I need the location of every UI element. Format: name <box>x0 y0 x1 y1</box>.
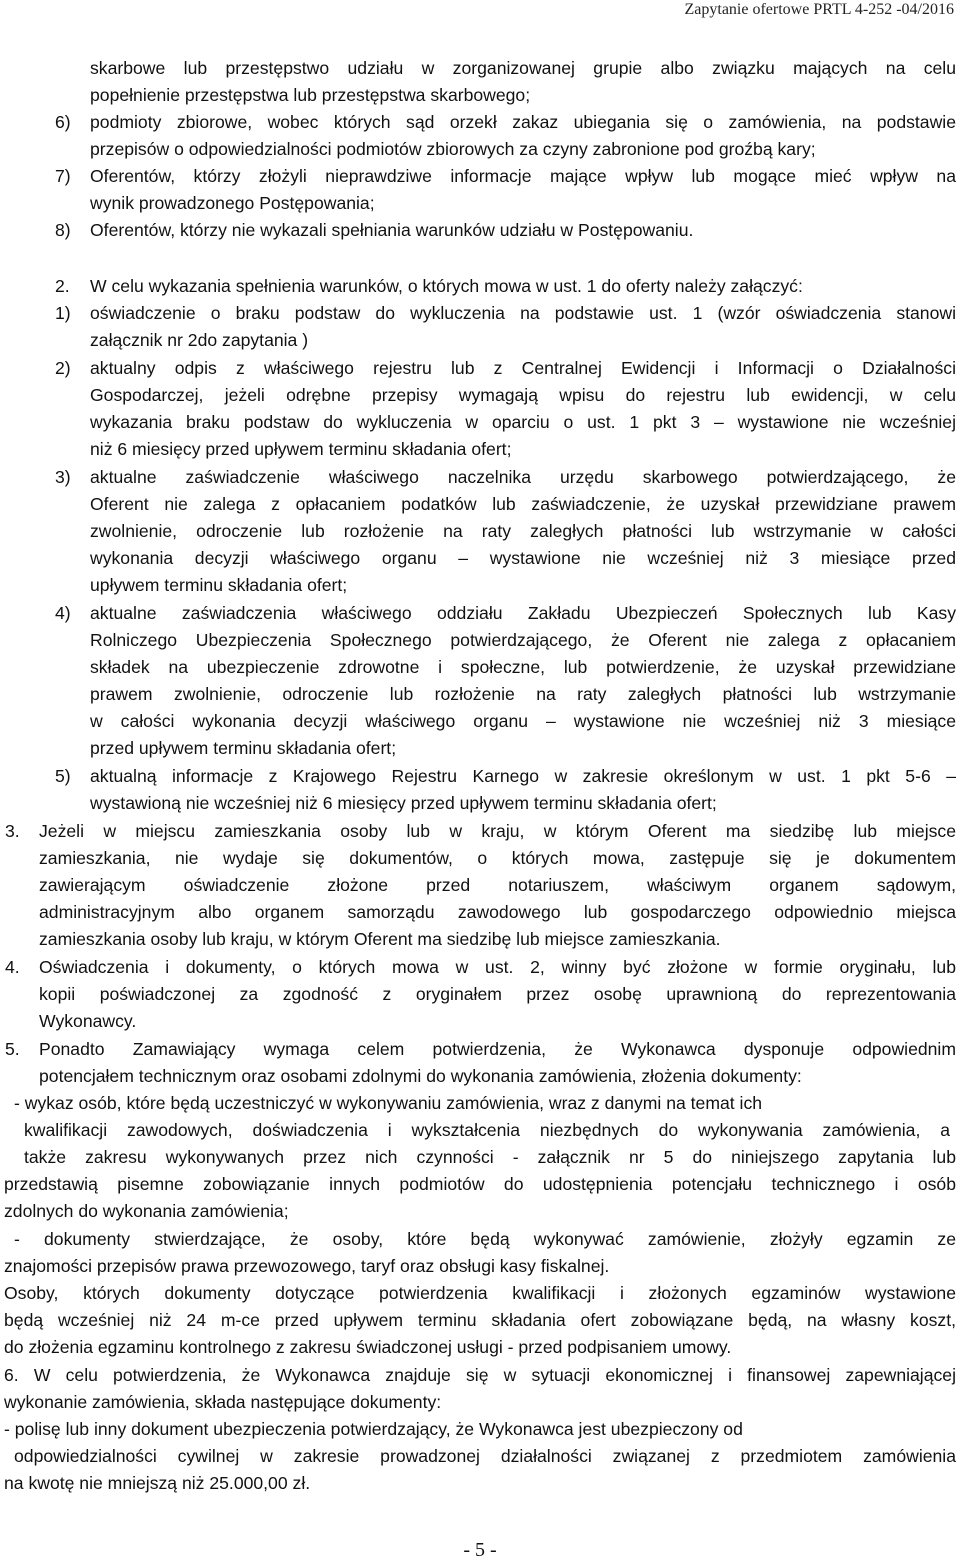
text-line: kopii poświadczonej za zgodność z oryginałem przez osobę uprawnioną do reprezentowania <box>39 984 956 1004</box>
text-line: skarbowe lub przestępstwo udziału w zorganizowanej grupie albo związku mających na celu <box>90 58 956 78</box>
list-number: 1) <box>55 303 71 323</box>
text-line: w całości wykonania decyzji właściwego organu – wystawione nie wcześniej niż 3 miesiące <box>90 711 956 731</box>
text-line: aktualne zaświadczenia właściwego oddziału Zakładu Ubezpieczeń Społecznych lub Kasy <box>90 603 956 623</box>
text-line: niż 6 miesięcy przed upływem terminu składania ofert; <box>90 439 512 459</box>
text-line: Jeżeli w miejscu zamieszkania osoby lub w kraju, w którym Oferent ma siedzibę lub miejsce <box>39 821 956 841</box>
text-line: potencjałem technicznym oraz osobami zdolnymi do wykonania zamówienia, złożenia dokumenty: <box>39 1066 802 1086</box>
text-line: Rolniczego Ubezpieczenia Społecznego potwierdzającego, że Oferent nie zalega z opłacaniem <box>90 630 956 650</box>
text-line: W celu wykazania spełnienia warunków, o których mowa w ust. 1 do oferty należy załączyć: <box>90 276 803 296</box>
text-line: kwalifikacji zawodowych, doświadczenia i wykształcenia niezbędnych do wykonywania zamówienia, a <box>24 1120 950 1140</box>
text-line: odpowiedzialności cywilnej w zakresie prowadzonej działalności związanej z przedmiotem zamówienia <box>14 1446 956 1466</box>
list-number: 3) <box>55 467 71 487</box>
list-number: 7) <box>55 166 71 186</box>
text-line: zawierającym oświadczenie złożone przed notariuszem, właściwym organem sądowym, <box>39 875 956 895</box>
text-line: 6. W celu potwierdzenia, że Wykonawca znajduje się w sytuacji ekonomicznej i finansowej zapewniającej <box>4 1365 956 1385</box>
text-line: składek na ubezpieczenie zdrowotne i społeczne, lub potwierdzenie, że uzyskał przewidziane <box>90 657 956 677</box>
text-line: Oferentów, którzy złożyli nieprawdziwe informacje mające wpływ lub mogące mieć wpływ na <box>90 166 956 186</box>
text-line: Oferent nie zalega z opłacaniem podatków lub zaświadczenie, że uzyskał przewidziane prawem <box>90 494 956 514</box>
text-line: do złożenia egzaminu kontrolnego z zakresu świadczonej usługi - przed podpisaniem umowy. <box>4 1337 732 1357</box>
text-line: wykazania braku podstaw do wykluczenia w oparciu o ust. 1 pkt 3 – wystawione nie wcześniej <box>90 412 956 432</box>
text-line: wykonanie zamówienia, składa następujące dokumenty: <box>4 1392 442 1412</box>
text-line: przedstawią pisemne zobowiązanie innych podmiotów do udostępnienia potencjału technicznego i osób <box>4 1174 956 1194</box>
text-line: zamieszkania osoby lub kraju, w którym Oferent ma siedzibę lub miejsce zamieszkania. <box>39 929 721 949</box>
list-number: 8) <box>55 220 71 240</box>
text-line: zamieszkania, nie wydaje się dokumentów, o których mowa, zastępuje się je dokumentem <box>39 848 956 868</box>
text-line: administracyjnym albo organem samorządu zawodowego lub gospodarczego odpowiednio miejsca <box>39 902 956 922</box>
text-line: Oferentów, którzy nie wykazali spełniania warunków udziału w Postępowaniu. <box>90 220 694 240</box>
section-number: 5. <box>5 1039 20 1059</box>
text-line: podmioty zbiorowe, wobec których sąd orzekł zakaz ubiegania się o zamówienia, na podstawie <box>90 112 956 132</box>
text-line: aktualne zaświadczenie właściwego naczelnika urzędu skarbowego potwierdzającego, że <box>90 467 956 487</box>
section-number: 2. <box>55 276 70 296</box>
text-line: popełnienie przestępstwa lub przestępstwa skarbowego; <box>90 85 531 105</box>
section-number: 4. <box>5 957 20 977</box>
page-header: Zapytanie ofertowe PRTL 4-252 -04/2016 <box>684 1 954 18</box>
section-number: 3. <box>5 821 20 841</box>
text-line: oświadczenie o braku podstaw do wykluczenia na podstawie ust. 1 (wzór oświadczenia stanowi <box>90 303 956 323</box>
list-number: 2) <box>55 358 71 378</box>
text-line: aktualny odpis z właściwego rejestru lub z Centralnej Ewidencji i Informacji o Działalności <box>90 358 956 378</box>
text-line: Gospodarczej, jeżeli odrębne przepisy wymagają wpisu do rejestru lub ewidencji, w celu <box>90 385 956 405</box>
text-line: - polisę lub inny dokument ubezpieczenia potwierdzający, że Wykonawca jest ubezpieczony od <box>4 1419 743 1439</box>
list-number: 5) <box>55 766 71 786</box>
text-line: także zakresu wykonywanych przez nich czynności - załącznik nr 5 do niniejszego zapytania lub <box>24 1147 956 1167</box>
text-line: Ponadto Zamawiający wymaga celem potwierdzenia, że Wykonawca dysponuje odpowiednim <box>39 1039 956 1059</box>
text-line: załącznik nr 2do zapytania ) <box>90 330 309 350</box>
text-line: - dokumenty stwierdzające, że osoby, które będą wykonywać zamówienie, złożyły egzamin ze <box>14 1229 956 1249</box>
text-line: Oświadczenia i dokumenty, o których mowa w ust. 2, winny być złożone w formie oryginału, lub <box>39 957 956 977</box>
text-line: upływem terminu składania ofert; <box>90 575 348 595</box>
text-line: wystawioną nie wcześniej niż 6 miesięcy przed upływem terminu składania ofert; <box>90 793 717 813</box>
text-line: Osoby, których dokumenty dotyczące potwierdzenia kwalifikacji i złożonych egzaminów wystawione <box>4 1283 956 1303</box>
text-line: będą wcześniej niż 24 m-ce przed upływem terminu składania ofert zobowiązane będą, na własny koszt, <box>4 1310 956 1330</box>
text-line: na kwotę nie mniejszą niż 25.000,00 zł. <box>4 1473 311 1493</box>
text-line: przed upływem terminu składania ofert; <box>90 738 397 758</box>
text-line: prawem zwolnienie, odroczenie lub rozłożenie na raty zaległych płatności lub wstrzymanie <box>90 684 956 704</box>
list-number: 4) <box>55 603 71 623</box>
list-number: 6) <box>55 112 71 132</box>
text-line: wynik prowadzonego Postępowania; <box>90 193 375 213</box>
text-line: - wykaz osób, które będą uczestniczyć w wykonywaniu zamówienia, wraz z danymi na temat ich <box>14 1093 763 1113</box>
text-line: znajomości przepisów prawa przewozowego, taryf oraz obsługi kasy fiskalnej. <box>4 1256 610 1276</box>
text-line: aktualną informacje z Krajowego Rejestru Karnego w zakresie określonym w ust. 1 pkt 5-6 – <box>90 766 956 786</box>
text-line: zwolnienie, odroczenie lub rozłożenie na raty zaległych płatności lub wstrzymanie w całości <box>90 521 956 541</box>
text-line: wykonania decyzji właściwego organu – wystawione nie wcześniej niż 3 miesiące przed <box>90 548 956 568</box>
text-line: zdolnych do wykonania zamówienia; <box>4 1201 289 1221</box>
text-line: Wykonawcy. <box>39 1011 137 1031</box>
text-line: przepisów o odpowiedzialności podmiotów zbiorowych za czyny zabronione pod groźbą kary; <box>90 139 816 159</box>
page-number: - 5 - <box>463 1539 497 1561</box>
